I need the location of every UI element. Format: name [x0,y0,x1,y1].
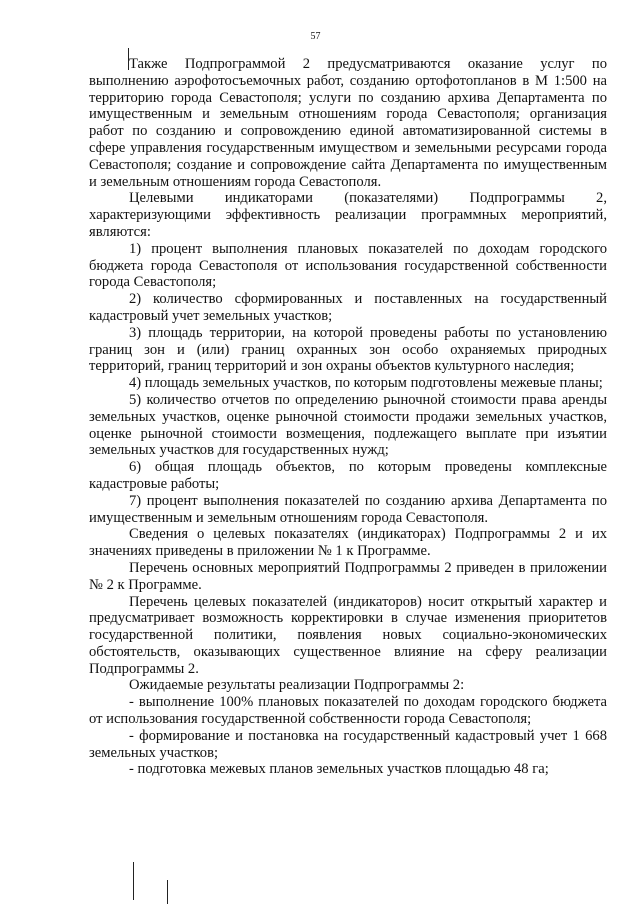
document-body [89,56,607,778]
paragraph-indicator-values: Сведения о целевых показателях (индикаторах) Подпрограммы 2 и их значениях приведены в приложении № 1 к Программе. [89,526,607,560]
indicator-item-6: 6) общая площадь объектов, по которым проведены комплексные кадастровые работы; [89,459,607,492]
scan-margin-line [128,48,129,70]
indicator-item-1: 1) процент выполнения плановых показателей по доходам городского бюджета города Севастополя от использования государственной собственности города Севастополя; [89,240,607,291]
scan-margin-line-bottom [167,880,168,904]
paragraph-main-activities: Перечень основных мероприятий Подпрограммы 2 приведен в приложении № 2 к Программе. [89,559,607,593]
indicator-item-5: 5) количество отчетов по определению рыночной стоимости права аренды земельных участков, оценке рыночной стоимости продажи земельных участков, оценке рыночной стоимости возмещения, подлежащего выплате при изъятии земельных участков для государственных нужд; [89,391,607,459]
scan-margin-line-lower [133,862,134,900]
paragraph-subprogram-services: Также Подпрограммой 2 предусматриваются оказание услуг по выполнению аэрофотосъемочных работ, созданию ортофотопланов в М 1:500 на территорию города Севастополя; услуги по созданию архива Департамента по имущественным и земельным отношениям города Севастополя; организация работ по созданию и сопровождению единой автоматизированной системы в сфере управления государственным имуществом и земельными ресурсами города Севастополя; создание и сопровождение сайта Департамента по имущественным и земельным отношениям города Севастополя. [89,56,607,190]
page-number: 57 [310,31,321,42]
expected-result-item-1: - выполнение 100% плановых показателей по доходам городского бюджета от использования государственной собственности города Севастополя; [89,694,607,728]
paragraph-target-indicators-intro: Целевыми индикаторами (показателями) Подпрограммы 2, характеризующими эффективность реализации программных мероприятий, являются: [89,190,607,240]
indicator-item-3: 3) площадь территории, на которой проведены работы по установлению границ зон и (или) границ охранных зон особо охраняемых природных территорий, границ территорий и зон охраны объектов культурного наследия; [89,324,607,375]
indicator-item-7: 7) процент выполнения показателей по созданию архива Департамента по имущественным и земельным отношениям города Севастополя. [89,492,607,526]
indicator-item-4: 4) площадь земельных участков, по которым подготовлены межевые планы; [129,375,603,392]
indicator-item-2: 2) количество сформированных и поставленных на государственный кадастровый учет земельных участков; [89,291,607,324]
paragraph-expected-results-heading: Ожидаемые результаты реализации Подпрограммы 2: [129,677,465,694]
expected-result-item-2: - формирование и постановка на государственный кадастровый учет 1 668 земельных участков; [89,727,607,761]
expected-result-item-3: - подготовка межевых планов земельных участков площадью 48 га; [129,761,549,778]
paragraph-indicators-open: Перечень целевых показателей (индикаторов) носит открытый характер и предусматривает возможность корректировки в случае изменения приоритетов государственной политики, появления новых социально-экономических обстоятельств, оказывающих существенное влияние на сферу реализации Подпрограммы 2. [89,593,607,677]
